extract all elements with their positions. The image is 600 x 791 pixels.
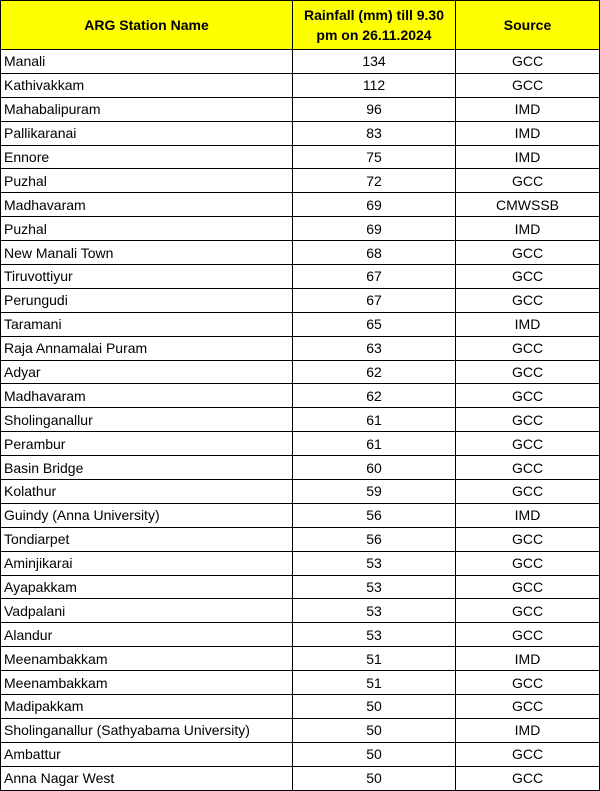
table-row <box>1 432 600 456</box>
station-name-cell: Mahabalipuram <box>1 97 293 121</box>
source-cell: CMWSSB <box>456 193 600 217</box>
rainfall-value-cell: 56 <box>293 503 456 527</box>
rainfall-value-cell: 56 <box>293 527 456 551</box>
source-cell: GCC <box>456 288 600 312</box>
header-row <box>1 1 600 50</box>
table-row <box>1 408 600 432</box>
rainfall-value-cell: 53 <box>293 575 456 599</box>
source-cell: GCC <box>456 766 600 790</box>
rainfall-value-cell: 69 <box>293 217 456 241</box>
station-name-cell: Vadpalani <box>1 599 293 623</box>
station-name-cell: Madipakkam <box>1 695 293 719</box>
rainfall-value-cell: 68 <box>293 241 456 265</box>
source-cell: IMD <box>456 718 600 742</box>
rainfall-value-cell: 62 <box>293 384 456 408</box>
table-row <box>1 121 600 145</box>
header-station-name: ARG Station Name <box>1 1 293 50</box>
table-row <box>1 599 600 623</box>
station-name-cell: Anna Nagar West <box>1 766 293 790</box>
table-row <box>1 384 600 408</box>
table-row <box>1 527 600 551</box>
source-cell: GCC <box>456 73 600 97</box>
table-row <box>1 360 600 384</box>
source-cell: IMD <box>456 97 600 121</box>
source-cell: IMD <box>456 121 600 145</box>
rainfall-value-cell: 96 <box>293 97 456 121</box>
table-row <box>1 73 600 97</box>
station-name-cell: Kolathur <box>1 480 293 504</box>
rainfall-value-cell: 75 <box>293 145 456 169</box>
rainfall-value-cell: 69 <box>293 193 456 217</box>
source-cell: GCC <box>456 480 600 504</box>
rainfall-value-cell: 65 <box>293 312 456 336</box>
rainfall-value-cell: 59 <box>293 480 456 504</box>
source-cell: GCC <box>456 742 600 766</box>
station-name-cell: Guindy (Anna University) <box>1 503 293 527</box>
station-name-cell: Puzhal <box>1 217 293 241</box>
station-name-cell: Madhavaram <box>1 193 293 217</box>
station-name-cell: Adyar <box>1 360 293 384</box>
rainfall-value-cell: 134 <box>293 50 456 74</box>
table-row <box>1 169 600 193</box>
source-cell: GCC <box>456 695 600 719</box>
table-row <box>1 312 600 336</box>
source-cell: GCC <box>456 575 600 599</box>
header-rainfall: Rainfall (mm) till 9.30 pm on 26.11.2024 <box>293 1 456 50</box>
station-name-cell: Ambattur <box>1 742 293 766</box>
station-name-cell: Sholinganallur <box>1 408 293 432</box>
source-cell: GCC <box>456 456 600 480</box>
table-row <box>1 265 600 289</box>
rainfall-value-cell: 53 <box>293 623 456 647</box>
table-row <box>1 718 600 742</box>
source-cell: GCC <box>456 432 600 456</box>
station-name-cell: Meenambakkam <box>1 647 293 671</box>
source-cell: GCC <box>456 241 600 265</box>
source-cell: IMD <box>456 145 600 169</box>
table-row <box>1 695 600 719</box>
station-name-cell: Puzhal <box>1 169 293 193</box>
station-name-cell: Meenambakkam <box>1 671 293 695</box>
station-name-cell: Manali <box>1 50 293 74</box>
table-row <box>1 97 600 121</box>
station-name-cell: Basin Bridge <box>1 456 293 480</box>
rainfall-value-cell: 67 <box>293 265 456 289</box>
table-row <box>1 456 600 480</box>
rainfall-value-cell: 60 <box>293 456 456 480</box>
table-row <box>1 193 600 217</box>
source-cell: IMD <box>456 312 600 336</box>
table-row <box>1 503 600 527</box>
source-cell: GCC <box>456 527 600 551</box>
table-row <box>1 50 600 74</box>
station-name-cell: Ayapakkam <box>1 575 293 599</box>
source-cell: IMD <box>456 217 600 241</box>
source-cell: GCC <box>456 169 600 193</box>
rainfall-value-cell: 72 <box>293 169 456 193</box>
station-name-cell: Perungudi <box>1 288 293 312</box>
table-row <box>1 575 600 599</box>
table-row <box>1 241 600 265</box>
station-name-cell: Taramani <box>1 312 293 336</box>
source-cell: GCC <box>456 599 600 623</box>
table-row <box>1 742 600 766</box>
station-name-cell: Tiruvottiyur <box>1 265 293 289</box>
table-row <box>1 623 600 647</box>
rainfall-value-cell: 53 <box>293 551 456 575</box>
station-name-cell: Kathivakkam <box>1 73 293 97</box>
source-cell: GCC <box>456 265 600 289</box>
station-name-cell: Aminjikarai <box>1 551 293 575</box>
table-row <box>1 480 600 504</box>
station-name-cell: Alandur <box>1 623 293 647</box>
station-name-cell: Raja Annamalai Puram <box>1 336 293 360</box>
station-name-cell: New Manali Town <box>1 241 293 265</box>
station-name-cell: Pallikaranai <box>1 121 293 145</box>
source-cell: IMD <box>456 503 600 527</box>
station-name-cell: Ennore <box>1 145 293 169</box>
header-source: Source <box>456 1 600 50</box>
source-cell: GCC <box>456 551 600 575</box>
rainfall-value-cell: 61 <box>293 432 456 456</box>
table-row <box>1 288 600 312</box>
rainfall-value-cell: 50 <box>293 695 456 719</box>
station-name-cell: Madhavaram <box>1 384 293 408</box>
table-row <box>1 647 600 671</box>
table-row <box>1 336 600 360</box>
station-name-cell: Sholinganallur (Sathyabama University) <box>1 718 293 742</box>
rainfall-value-cell: 51 <box>293 671 456 695</box>
rainfall-value-cell: 50 <box>293 718 456 742</box>
rainfall-value-cell: 50 <box>293 766 456 790</box>
source-cell: GCC <box>456 623 600 647</box>
table-body <box>1 50 600 791</box>
rainfall-value-cell: 51 <box>293 647 456 671</box>
rainfall-value-cell: 62 <box>293 360 456 384</box>
table-header <box>1 1 600 50</box>
table-row <box>1 766 600 790</box>
rainfall-value-cell: 112 <box>293 73 456 97</box>
station-name-cell: Perambur <box>1 432 293 456</box>
source-cell: GCC <box>456 50 600 74</box>
source-cell: GCC <box>456 336 600 360</box>
station-name-cell: Tondiarpet <box>1 527 293 551</box>
rainfall-value-cell: 53 <box>293 599 456 623</box>
rainfall-value-cell: 83 <box>293 121 456 145</box>
source-cell: IMD <box>456 647 600 671</box>
source-cell: GCC <box>456 671 600 695</box>
rainfall-value-cell: 50 <box>293 742 456 766</box>
table-row <box>1 145 600 169</box>
source-cell: GCC <box>456 408 600 432</box>
source-cell: GCC <box>456 360 600 384</box>
source-cell: GCC <box>456 384 600 408</box>
table-row <box>1 671 600 695</box>
rainfall-value-cell: 61 <box>293 408 456 432</box>
rainfall-value-cell: 63 <box>293 336 456 360</box>
table-row <box>1 217 600 241</box>
rainfall-value-cell: 67 <box>293 288 456 312</box>
table-row <box>1 551 600 575</box>
